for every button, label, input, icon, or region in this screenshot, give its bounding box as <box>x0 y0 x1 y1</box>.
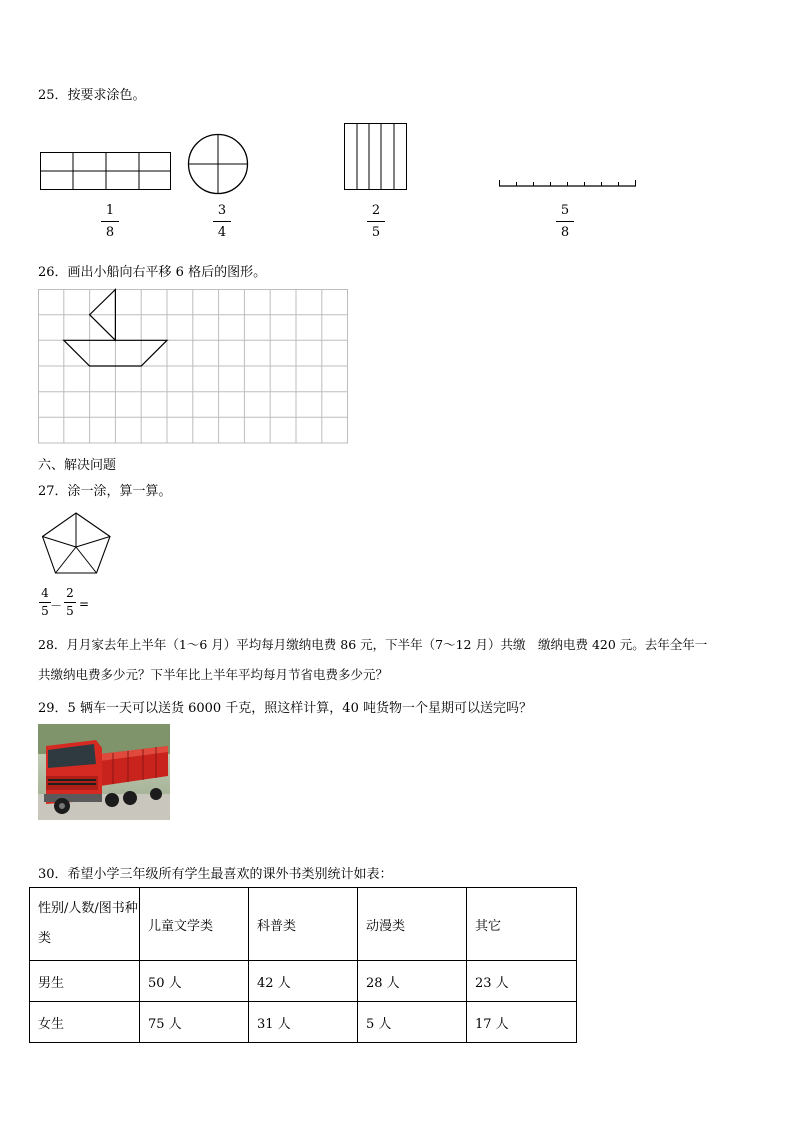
table-cell: 31 人 <box>249 1002 358 1043</box>
table-header-row <box>30 888 577 961</box>
minus-sign: － <box>50 599 63 613</box>
segment-eighths-figure <box>499 178 637 190</box>
rectangle-eighths-figure <box>40 152 172 190</box>
fraction-numerator: 1 <box>105 203 115 218</box>
fraction-denominator: 5 <box>41 604 49 618</box>
table-cell: 42 人 <box>249 961 358 1002</box>
table-header-cell: 科普类 <box>249 888 358 961</box>
table-cell: 女生 <box>30 1002 140 1043</box>
fraction-denominator: 5 <box>371 225 381 240</box>
table-cell: 28 人 <box>358 961 467 1002</box>
q27-title: 27．涂一涂，算一算。 <box>38 484 172 499</box>
table-header-cell: 其它 <box>467 888 577 961</box>
table-cell: 男生 <box>30 961 140 1002</box>
truck-photo <box>38 724 170 820</box>
q25-title: 25．按要求涂色。 <box>38 88 146 103</box>
circle-quarters-figure <box>187 133 249 195</box>
fraction-denominator: 4 <box>217 225 227 240</box>
fraction-denominator: 8 <box>560 225 570 240</box>
fraction-numerator: 2 <box>66 586 74 600</box>
table-header-cell: 动漫类 <box>358 888 467 961</box>
boat-grid <box>38 289 349 444</box>
pentagon-fifths-figure <box>42 512 112 574</box>
q29-title: 29．5 辆车一天可以送货 6000 千克，照这样计算，40 吨货物一个星期可以送完吗？ <box>38 701 532 716</box>
fraction-three-quarters <box>212 203 232 240</box>
fraction-numerator: 2 <box>371 203 381 218</box>
table-cell: 75 人 <box>140 1002 249 1043</box>
section-title: 六、解决问题 <box>38 458 117 473</box>
q30-title: 30．希望小学三年级所有学生最喜欢的课外书类别统计如表： <box>38 867 393 882</box>
fraction-denominator: 8 <box>105 225 115 240</box>
table-row <box>30 961 577 1002</box>
table-cell: 23 人 <box>467 961 577 1002</box>
equals-sign: = <box>79 597 90 611</box>
fraction-numerator: 4 <box>41 586 49 600</box>
fraction-two-fifths-b <box>63 587 77 618</box>
fraction-five-eighths <box>555 203 575 240</box>
table-cell: 5 人 <box>358 1002 467 1043</box>
table-row <box>30 1002 577 1043</box>
fraction-numerator: 5 <box>560 203 570 218</box>
book-category-table <box>29 887 577 1043</box>
fraction-denominator: 5 <box>66 604 74 618</box>
q26-title: 26．画出小船向右平移 6 格后的图形。 <box>38 265 267 280</box>
rectangle-fifths-figure <box>344 123 408 191</box>
fraction-numerator: 3 <box>217 203 227 218</box>
q28-line2: 共缴纳电费多少元？下半年比上半年平均每月节省电费多少元？ <box>38 667 389 682</box>
fraction-two-fifths <box>366 203 386 240</box>
table-cell: 17 人 <box>467 1002 577 1043</box>
q28-line1: 28．月月家去年上半年（1～6 月）平均每月缴纳电费 86 元，下半年（7～12 月）共缴 缴纳电费 420 元。去年全年一 <box>38 637 708 652</box>
table-header-cell: 儿童文学类 <box>140 888 249 961</box>
fraction-one-eighth <box>100 203 120 240</box>
table-header-cell: 性别/人数/图书种类 <box>30 888 140 961</box>
table-cell: 50 人 <box>140 961 249 1002</box>
